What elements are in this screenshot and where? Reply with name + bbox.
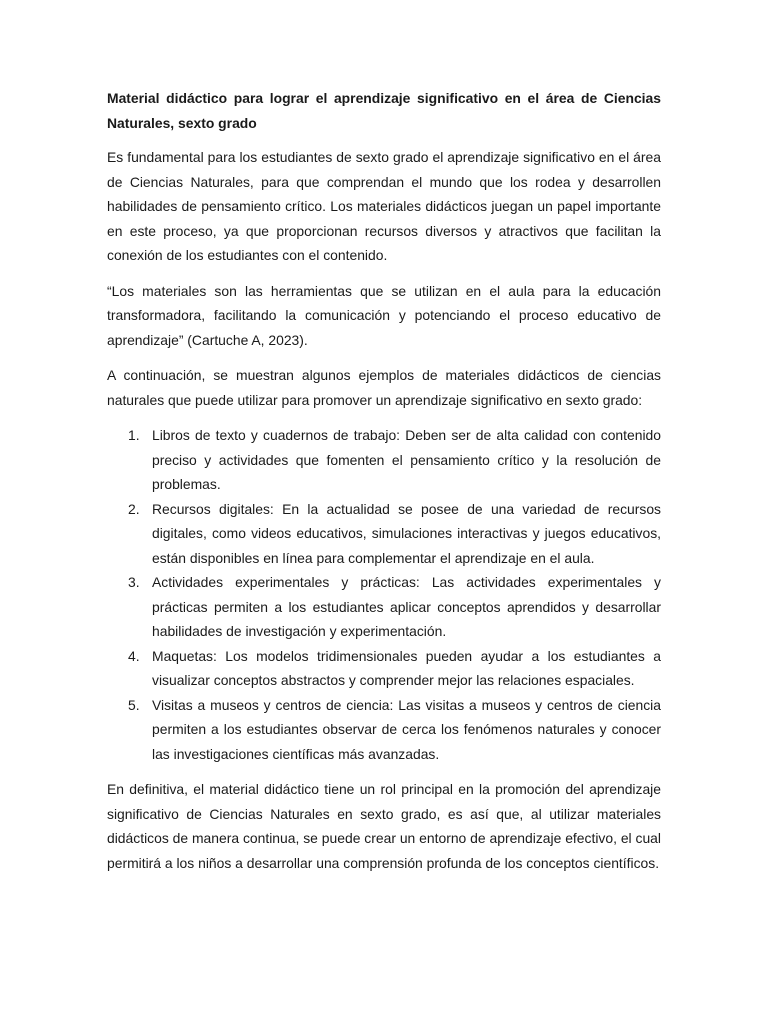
paragraph-quote: “Los materiales son las herramientas que se utilizan en el aula para la educación transformadora, facilitando la comunicación y potenciando el proceso educativo de aprendizaje” (Cartuche A, 2023). bbox=[107, 282, 661, 348]
list-item-text: Maquetas: Los modelos tridimensionales pueden ayudar a los estudiantes a visualizar conceptos abstractos y comprender mejor las relaciones espaciales. bbox=[152, 647, 661, 688]
list-item bbox=[107, 423, 661, 497]
list-item-number: 2. bbox=[128, 500, 140, 517]
paragraph-intro: Es fundamental para los estudiantes de sexto grado el aprendizaje significativo en el área de Ciencias Naturales, para que comprendan el mundo que los rodea y desarrollen habilidades de pensamiento crítico. Los materiales didácticos juegan un papel importante en este proceso, ya que proporcionan recursos diversos y atractivos que facilitan la conexión de los estudiantes con el contenido. bbox=[107, 149, 661, 263]
list-item-text: Recursos digitales: En la actualidad se posee de una variedad de recursos digitales, como videos educativos, simulaciones interactivas y juegos educativos, están disponibles en línea para complementar el aprendizaje en el aula. bbox=[152, 500, 661, 566]
list-item bbox=[107, 570, 661, 644]
materials-list bbox=[107, 423, 661, 766]
document-title: Material didáctico para lograr el aprendizaje significativo en el área de Ciencias Naturales, sexto grado bbox=[107, 90, 661, 131]
list-item-text: Visitas a museos y centros de ciencia: Las visitas a museos y centros de ciencia permiten a los estudiantes observar de cerca los fenómenos naturales y conocer las investigaciones científicas más avanzadas. bbox=[152, 696, 661, 762]
list-item-text: Actividades experimentales y prácticas: Las actividades experimentales y prácticas permiten a los estudiantes aplicar conceptos aprendidos y desarrollar habilidades de investigación y experimentación. bbox=[152, 574, 661, 639]
paragraph-conclusion: En definitiva, el material didáctico tiene un rol principal en la promoción del aprendizaje significativo de Ciencias Naturales en sexto grado, es así que, al utilizar materiales didácticos de manera continua, se puede crear un entorno de aprendizaje efectivo, el cual permitirá a los niños a desarrollar una comprensión profunda de los conceptos científicos. bbox=[107, 781, 661, 871]
list-item-number: 3. bbox=[128, 574, 140, 590]
list-item bbox=[107, 497, 661, 571]
list-item-number: 1. bbox=[128, 427, 140, 443]
list-item-number: 5. bbox=[128, 696, 140, 713]
list-item-number: 4. bbox=[128, 647, 140, 664]
list-item bbox=[107, 644, 661, 693]
list-item-text: Libros de texto y cuadernos de trabajo: Deben ser de alta calidad con contenido preciso y actividades que fomenten el pensamiento crítico y la resolución de problemas. bbox=[152, 427, 661, 492]
list-item bbox=[107, 693, 661, 767]
paragraph-examples-intro: A continuación, se muestran algunos ejemplos de materiales didácticos de ciencias naturales que puede utilizar para promover un aprendizaje significativo en sexto grado: bbox=[107, 367, 661, 408]
